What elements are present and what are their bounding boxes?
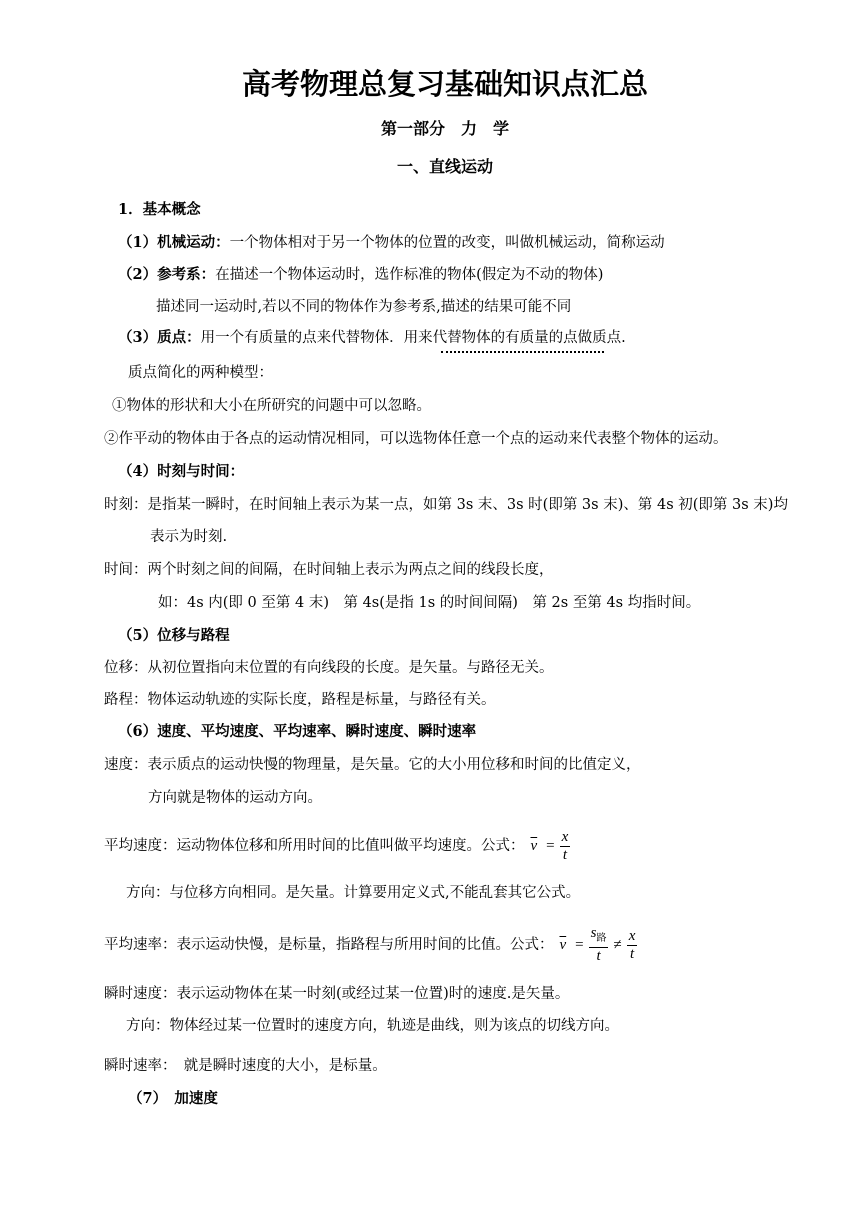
x-over-t-fraction-2	[627, 928, 638, 963]
s-symbol: s	[590, 925, 597, 941]
reference-frame-text: 在描述一个物体运动时，选作标准的物体(假定为不动的物体)	[215, 267, 604, 283]
avg-velocity-text: 平均速度：运动物体位移和所用时间的比值叫做平均速度。公式：	[104, 838, 525, 854]
v-bar-symbol-2: $\overline{v}$	[559, 937, 567, 953]
s-over-t-fraction	[589, 925, 609, 965]
models-heading: 质点简化的两种模型：	[128, 365, 273, 381]
time-example: 如：4s 内(即 0 至第 4 末) 第 4s(是指 1s 的时间间隔) 第 2s 至第 4s 均指时间。	[158, 595, 701, 611]
particle-label: （3）质点：	[118, 329, 201, 346]
moment-def: 时刻：是指某一瞬时，在时间轴上表示为某一点，如第 3s 末、3s 时(即第 3s 末)、第 4s 初(即第 3s 末)均	[104, 497, 788, 513]
mechanical-motion-label: （1）机械运动：	[118, 234, 230, 251]
avg-speed-text: 平均速率：表示运动快慢，是标量，指路程与所用时间的比值。公式：	[104, 937, 554, 953]
equals-sign-2: =	[575, 937, 584, 953]
x-over-t-fraction	[560, 829, 571, 864]
fraction-numerator-x-2: x	[628, 927, 636, 944]
avg-speed	[104, 925, 637, 965]
inst-speed-def: 瞬时速率： 就是瞬时速度的大小，是标量。	[104, 1058, 387, 1074]
reference-frame-note: 描述同一运动时,若以不同的物体作为参考系,描述的结果可能不同	[156, 299, 572, 315]
interval-def: 时间：两个时刻之间的间隔，在时间轴上表示为两点之间的线段长度，	[104, 562, 554, 578]
model-2: ②作平动的物体由于各点的运动情况相同，可以选物体任意一个点的运动来代表整个物体的运动。	[104, 431, 728, 447]
velocity-def: 速度：表示质点的运动快慢的物理量，是矢量。它的大小用位移和时间的比值定义，	[104, 757, 641, 773]
s-subscript: 路	[596, 933, 607, 944]
particle-text-b: 用来代替物体的有质量的点	[403, 330, 578, 346]
mechanical-motion	[118, 233, 665, 253]
avg-velocity-direction: 方向：与位移方向相同。是矢量。计算要用定义式,不能乱套其它公式。	[126, 885, 581, 901]
particle-text-c: 做质点.	[577, 330, 626, 346]
reference-frame-label: （2）参考系：	[118, 266, 216, 283]
equals-sign: =	[546, 838, 555, 854]
section-basic-concepts: 1．基本概念	[118, 201, 201, 218]
particle-text-a: 用一个有质量的点来代替物体．	[200, 330, 404, 346]
page-title: 高考物理总复习基础知识点汇总	[241, 67, 648, 101]
avg-velocity	[104, 826, 570, 866]
fraction-denominator-t-3: t	[629, 945, 635, 962]
model-1: ①物体的形状和大小在所研究的问题中可以忽略。	[112, 398, 431, 414]
fraction-numerator-x: x	[561, 828, 569, 845]
moment-def-cont: 表示为时刻.	[150, 529, 228, 545]
chapter-heading: 一、直线运动	[396, 157, 493, 176]
displacement-def: 位移：从初位置指向末位置的有向线段的长度。是矢量。与路径无关。	[104, 660, 554, 676]
mechanical-motion-text: 一个物体相对于另一个物体的位置的改变，叫做机械运动，简称运动	[229, 235, 665, 251]
inst-velocity-direction: 方向：物体经过某一位置时的速度方向，轨迹是曲线，则为该点的切线方向。	[126, 1018, 619, 1034]
path-def: 路程：物体运动轨迹的实际长度，路程是标量，与路径有关。	[104, 692, 496, 708]
displacement-heading: （5）位移与路程	[118, 627, 230, 644]
acceleration-heading: （7） 加速度	[128, 1090, 218, 1107]
part-heading: 第一部分 力 学	[380, 119, 509, 138]
fraction-denominator-t-2: t	[596, 948, 601, 964]
velocity-def-cont: 方向就是物体的运动方向。	[148, 790, 322, 806]
emphasis-dots	[441, 333, 604, 353]
reference-frame	[118, 265, 603, 285]
time-heading: （4）时刻与时间：	[118, 463, 245, 480]
not-equal-sign: ≠	[613, 937, 622, 953]
inst-velocity-def: 瞬时速度：表示运动物体在某一时刻(或经过某一位置)时的速度.是矢量。	[104, 986, 570, 1002]
fraction-numerator-s	[589, 925, 609, 948]
v-bar-symbol: $\overline{v}$	[530, 838, 538, 854]
velocity-heading: （6）速度、平均速度、平均速率、瞬时速度、瞬时速率	[118, 723, 477, 740]
fraction-denominator-t: t	[562, 846, 568, 863]
